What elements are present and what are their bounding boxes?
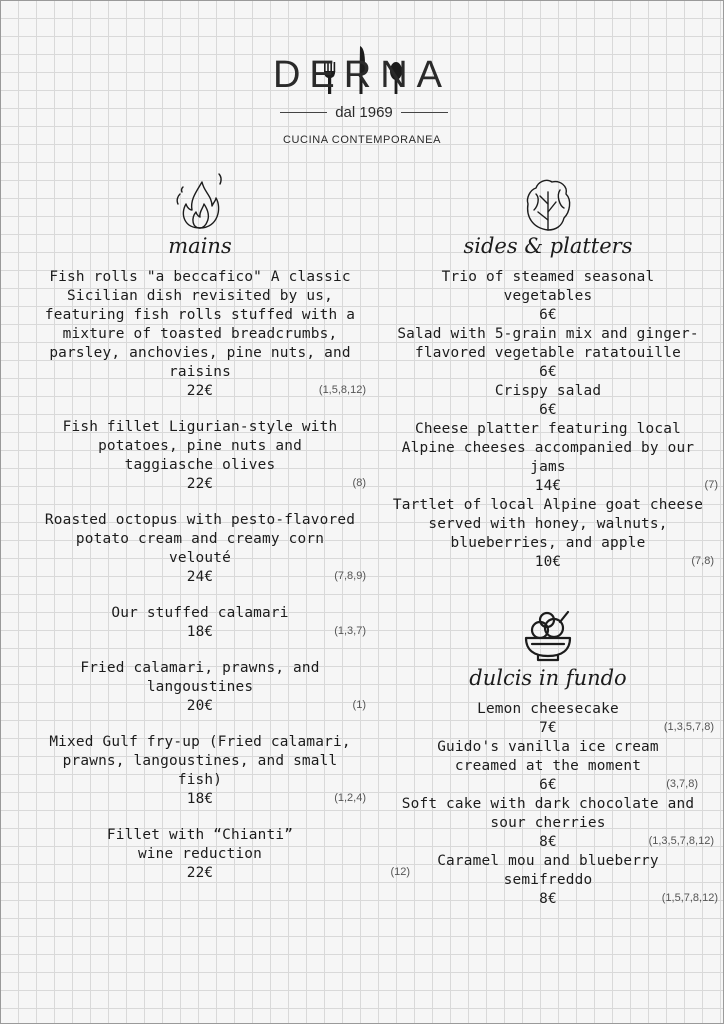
list-item — [378, 268, 718, 325]
dish-name: Fish fillet Ligurian-style with potatoes, pine nuts and taggiasche olives — [62, 419, 338, 473]
tagline: CUCINA CONTEMPORANEA — [282, 134, 442, 146]
dish-price: 24€ — [186, 569, 214, 585]
dish-allergens: (1) — [352, 699, 366, 711]
dish-price: 22€ — [186, 383, 214, 399]
dish-price: 7€ — [539, 720, 557, 736]
list-item — [30, 268, 370, 401]
dish-price: 18€ — [186, 791, 214, 807]
list-item — [378, 795, 718, 852]
dish-price: 22€ — [186, 476, 214, 492]
list-item — [30, 733, 370, 809]
dish-name: Mixed Gulf fry-up (Fried calamari, prawns, langoustines, and small fish) — [49, 734, 351, 788]
dish-price: 6€ — [539, 777, 557, 793]
dish-name: Trio of steamed seasonal vegetables — [441, 269, 655, 304]
dish-allergens: (3,7,8) — [666, 778, 698, 790]
dish-price: 20€ — [186, 698, 214, 714]
list-item — [378, 738, 718, 795]
dish-name: Lemon cheesecake — [477, 701, 619, 717]
dish-allergens: (1,3,5,7,8,12) — [648, 835, 714, 847]
ice-cream-bowl-icon — [520, 608, 576, 664]
list-item — [30, 659, 370, 716]
dish-price: 22€ — [186, 865, 214, 881]
dish-allergens: (1,3,7) — [334, 625, 366, 637]
dish-name: Cheese platter featuring local Alpine cheeses accompanied by our jams — [401, 421, 695, 475]
restaurant-name: DERNA — [272, 54, 452, 96]
list-item — [378, 700, 718, 738]
dish-name: Fillet with “Chianti” wine reduction — [106, 827, 294, 862]
list-item — [378, 852, 718, 909]
dish-price: 10€ — [534, 554, 562, 570]
dish-allergens: (7) — [704, 479, 718, 491]
dish-allergens: (7,8) — [691, 555, 714, 567]
list-item — [30, 826, 410, 883]
dish-price: 6€ — [539, 364, 557, 380]
dish-price: 14€ — [534, 478, 562, 494]
dish-allergens: (1,2,4) — [334, 792, 366, 804]
list-item — [378, 420, 718, 496]
dish-name: Tartlet of local Alpine goat cheese served with honey, walnuts, blueberries, and apple — [392, 497, 704, 551]
list-item — [30, 604, 370, 642]
divider-line — [280, 112, 327, 113]
dish-name: Roasted octopus with pesto-flavored potato cream and creamy corn velouté — [44, 512, 356, 566]
lettuce-icon — [522, 176, 574, 232]
dish-name: Crispy salad — [494, 383, 602, 399]
dish-name: Fish rolls "a beccafico" A classic Sicilian dish revisited by us, featuring fish rolls stuffed with a mixture of toasted breadcrumbs, parsley, anchovies, pine nuts, and raisins — [44, 269, 356, 380]
dish-allergens: (7,8,9) — [334, 570, 366, 582]
dish-name: Salad with 5-grain mix and ginger-flavored vegetable ratatouille — [397, 326, 699, 361]
dish-price: 8€ — [539, 834, 557, 850]
mains-section — [30, 170, 410, 900]
dish-allergens: (1,5,7,8,12) — [661, 892, 718, 904]
dish-price: 8€ — [539, 891, 557, 907]
dish-allergens: (8) — [352, 477, 366, 489]
dish-name: Soft cake with dark chocolate and sour cherries — [401, 796, 695, 831]
divider-line — [401, 112, 448, 113]
dish-name: Guido's vanilla ice cream creamed at the moment — [437, 739, 659, 774]
flame-icon — [170, 170, 230, 232]
list-item — [30, 511, 370, 587]
dish-price: 18€ — [186, 624, 214, 640]
dish-allergens: (1,3,5,7,8) — [663, 721, 714, 733]
dish-price: 6€ — [539, 402, 557, 418]
sides-title: sides & platters — [463, 234, 633, 258]
desserts-title: dulcis in fundo — [469, 666, 627, 690]
list-item — [378, 382, 718, 420]
dish-allergens: (12) — [390, 866, 410, 878]
dish-allergens: (1,5,8,12) — [318, 384, 366, 396]
dish-name: Fried calamari, prawns, and langoustines — [80, 660, 320, 695]
sides-section — [378, 176, 718, 909]
mains-title: mains — [168, 234, 232, 258]
desserts-section — [378, 608, 718, 909]
list-item — [378, 496, 718, 572]
list-item — [378, 325, 718, 382]
dish-name: Our stuffed calamari — [111, 605, 289, 621]
since-row — [280, 102, 448, 122]
dish-price: 6€ — [539, 307, 557, 323]
list-item — [30, 418, 370, 494]
since-year: dal 1969 — [335, 103, 393, 121]
dish-name: Caramel mou and blueberry semifreddo — [437, 853, 659, 888]
